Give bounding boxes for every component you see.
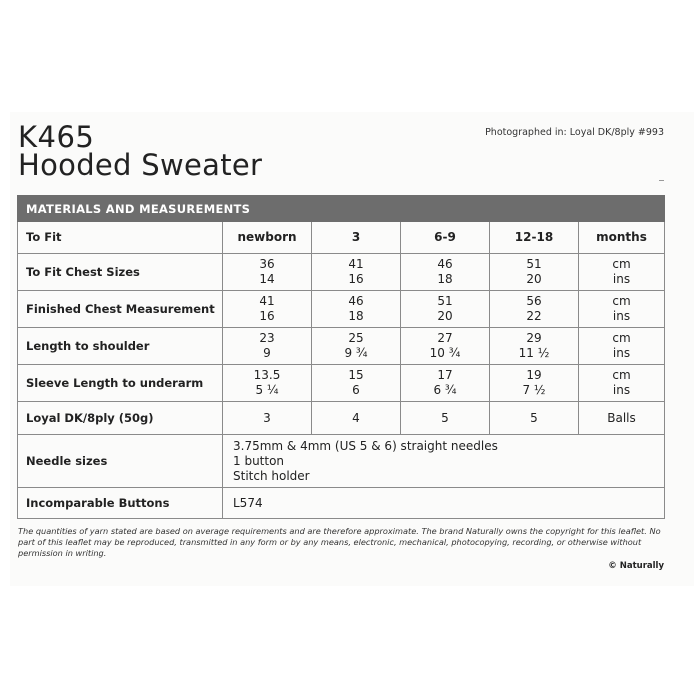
unit-cell (579, 365, 665, 402)
table-cell (401, 254, 490, 291)
row-label: To Fit (18, 222, 223, 254)
table-cell (401, 365, 490, 402)
size-header: 12-18 (490, 222, 579, 254)
unit-value: ins (612, 346, 631, 360)
table-cell (490, 254, 579, 291)
table-row (18, 222, 665, 254)
photographed-note: Photographed in: Loyal DK/8ply #993 (485, 127, 664, 138)
table-cell (223, 365, 312, 402)
cell-value: 25 (348, 331, 364, 345)
table-row (18, 488, 665, 519)
cell-value: 46 (348, 294, 364, 308)
table-cell (312, 328, 401, 365)
table-cell (312, 254, 401, 291)
unit-cell (579, 254, 665, 291)
unit-value: cm (612, 331, 631, 345)
cell-value: 51 (526, 257, 542, 271)
cell-value: 23 (259, 331, 275, 345)
table-row (18, 435, 665, 488)
footer-notes: The quantities of yarn stated are based on average requirements and are therefore approximate. The brand Naturally owns the copyright for this leaflet. No part of this leaflet may be reproduced, transmitted in any form or by any means, electronic, mechanical, photocopying, recording, or otherwise without permission in writing. (18, 526, 661, 558)
row-label: Sleeve Length to underarm (18, 365, 223, 402)
cell-value: 16 (348, 272, 364, 286)
unit-cell: Balls (579, 402, 665, 435)
row-label: Finished Chest Measurement (18, 291, 223, 328)
table-cell (490, 291, 579, 328)
cell-value: 7 ½ (522, 383, 546, 397)
table-cell: 5 (490, 402, 579, 435)
cell-value: 10 ¾ (429, 346, 461, 360)
unit-value: cm (612, 257, 631, 271)
cell-value: 13.5 (253, 368, 281, 382)
row-label: Needle sizes (18, 435, 223, 488)
cell-value: 6 ¾ (433, 383, 457, 397)
row-label: To Fit Chest Sizes (18, 254, 223, 291)
pattern-title: Hooded Sweater (18, 148, 263, 182)
cell-value: 41 (348, 257, 364, 271)
table-row (18, 291, 665, 328)
cell-value: 16 (259, 309, 275, 323)
table-cell (401, 328, 490, 365)
cell-value: 15 (348, 368, 364, 382)
table-cell (401, 291, 490, 328)
cell-value: 18 (348, 309, 364, 323)
cell-value: 36 (259, 257, 275, 271)
pattern-code: K465 (18, 120, 95, 154)
table-cell (490, 328, 579, 365)
table-row (18, 365, 665, 402)
table-cell (490, 365, 579, 402)
unit-value: ins (612, 309, 631, 323)
cell-value: 27 (437, 331, 453, 345)
unit-cell (579, 328, 665, 365)
materials-table (17, 195, 665, 519)
section-title: MATERIALS AND MEASUREMENTS (18, 196, 665, 222)
cell-value: 19 (526, 368, 542, 382)
row-label: Loyal DK/8ply (50g) (18, 402, 223, 435)
buttons-cell: L574 (223, 488, 665, 519)
unit-cell (579, 291, 665, 328)
size-header: 3 (312, 222, 401, 254)
table-cell (223, 254, 312, 291)
cell-value: 17 (437, 368, 453, 382)
divider-mark (659, 180, 664, 181)
cell-value: 46 (437, 257, 453, 271)
cell-value: 9 ¾ (344, 346, 368, 360)
needles-cell (223, 435, 665, 488)
cell-value: 6 (352, 383, 360, 397)
unit-value: cm (612, 368, 631, 382)
size-header: newborn (223, 222, 312, 254)
table-cell: 5 (401, 402, 490, 435)
cell-value: 41 (259, 294, 275, 308)
size-header: 6-9 (401, 222, 490, 254)
unit-value: cm (612, 294, 631, 308)
table-cell (223, 291, 312, 328)
table-cell (312, 291, 401, 328)
cell-value: 5 ¼ (255, 383, 279, 397)
cell-value: 56 (526, 294, 542, 308)
needles-line: 1 button (233, 453, 285, 468)
cell-value: 18 (437, 272, 453, 286)
cell-value: 14 (259, 272, 275, 286)
unit-header: months (579, 222, 665, 254)
cell-value: 20 (437, 309, 453, 323)
table-row (18, 402, 665, 435)
cell-value: 22 (526, 309, 542, 323)
table-row (18, 254, 665, 291)
cell-value: 51 (437, 294, 453, 308)
copyright: © Naturally (608, 561, 664, 571)
table-cell: 4 (312, 402, 401, 435)
row-label: Length to shoulder (18, 328, 223, 365)
needles-line: 3.75mm & 4mm (US 5 & 6) straight needles (233, 438, 498, 453)
cell-value: 11 ½ (518, 346, 550, 360)
needles-line: Stitch holder (233, 468, 310, 483)
table-cell (223, 328, 312, 365)
table-row (18, 328, 665, 365)
table-cell: 3 (223, 402, 312, 435)
cell-value: 20 (526, 272, 542, 286)
cell-value: 9 (263, 346, 271, 360)
row-label: Incomparable Buttons (18, 488, 223, 519)
table-cell (312, 365, 401, 402)
unit-value: ins (612, 272, 631, 286)
cell-value: 29 (526, 331, 542, 345)
unit-value: ins (612, 383, 631, 397)
